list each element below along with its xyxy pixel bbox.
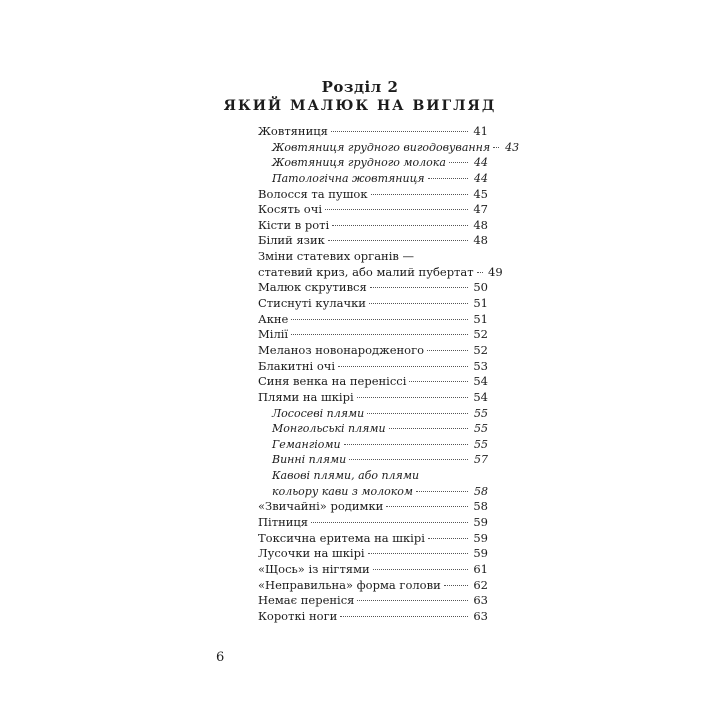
toc-entry-title: «Звичайні» родимки	[258, 499, 384, 514]
toc-entry-title: Жовтяниця грудного вигодовування	[272, 140, 491, 154]
table-of-contents	[258, 124, 520, 625]
toc-leader-dots	[416, 491, 468, 492]
toc-leader-dots	[311, 522, 468, 523]
toc-subentry	[258, 468, 488, 484]
toc-leader-dots	[477, 272, 483, 273]
toc-entry-page: 61	[473, 561, 488, 576]
toc-entry	[258, 264, 503, 281]
toc-entry-title: Винні плями	[272, 453, 347, 467]
toc-leader-dots	[325, 209, 468, 210]
toc-entry-title: Токсична еритема на шкірі	[258, 530, 425, 545]
toc-entry-page: 52	[473, 342, 488, 357]
toc-entry-page: 63	[473, 608, 488, 623]
toc-leader-dots	[357, 397, 468, 398]
toc-entry-title: Лососеві плями	[272, 406, 365, 420]
toc-entry	[258, 280, 488, 296]
toc-entry	[258, 327, 488, 343]
chapter-title: ЯКИЙ МАЛЮК НА ВИГЛЯД	[223, 98, 497, 114]
toc-entry	[258, 233, 488, 249]
toc-entry-title: Патологічна жовтяниця	[272, 171, 425, 185]
toc-entry-title: Немає переніся	[258, 593, 355, 608]
toc-subentry	[258, 406, 488, 422]
toc-entry-title: Короткі ноги	[258, 608, 338, 623]
page-number: 6	[216, 650, 225, 665]
toc-entry-title: Стиснуті кулачки	[258, 296, 366, 311]
toc-entry-page: 45	[473, 186, 488, 201]
toc-entry	[258, 546, 488, 562]
toc-entry-page: 47	[473, 202, 488, 217]
toc-leader-dots	[371, 194, 468, 195]
toc-entry-title: Блакитні очі	[258, 358, 336, 373]
toc-entry-title: Кавові плями, або плями	[272, 469, 420, 483]
toc-entry-page: 51	[473, 296, 488, 311]
toc-entry	[258, 296, 488, 312]
toc-entry-title: Акне	[258, 311, 289, 326]
toc-entry	[258, 343, 488, 359]
toc-entry-title: Гемангіоми	[272, 437, 341, 451]
toc-entry-page: 55	[474, 437, 488, 451]
toc-leader-dots	[349, 459, 468, 460]
toc-entry-title: Малюк скрутився	[258, 280, 367, 295]
toc-entry-page: 48	[473, 217, 488, 232]
toc-leader-dots	[386, 506, 468, 507]
toc-entry-title: Жовтяниця грудного молока	[272, 156, 446, 170]
toc-entry-title: Монгольські плями	[272, 422, 386, 436]
toc-entry-page: 58	[473, 499, 488, 514]
toc-subentry	[258, 171, 488, 187]
toc-entry-title: Білий язик	[258, 233, 325, 248]
toc-entry-title: Кісти в роті	[258, 217, 330, 232]
toc-leader-dots	[409, 381, 468, 382]
toc-leader-dots	[368, 553, 468, 554]
toc-entry	[258, 531, 488, 547]
toc-entry	[258, 593, 488, 609]
toc-entry-title: Зміни статевих органів —	[258, 249, 415, 264]
toc-entry-page: 54	[473, 389, 488, 404]
toc-entry-page: 50	[473, 280, 488, 295]
toc-entry-title: Плями на шкірі	[258, 389, 354, 404]
toc-leader-dots	[340, 616, 468, 617]
toc-entry-title: «Неправильна» форма голови	[258, 577, 441, 592]
toc-entry-page: 62	[473, 577, 488, 592]
toc-leader-dots	[370, 287, 468, 288]
toc-entry-page: 59	[473, 530, 488, 545]
toc-leader-dots	[338, 366, 468, 367]
toc-entry-page: 54	[473, 374, 488, 389]
toc-entry-title: Волосся та пушок	[258, 186, 368, 201]
toc-entry	[258, 312, 488, 328]
toc-entry-title: Пітниця	[258, 515, 309, 530]
toc-entry-page: 52	[473, 327, 488, 342]
toc-entry-page: 57	[474, 453, 488, 467]
toc-leader-dots	[428, 538, 468, 539]
toc-entry-page: 55	[474, 406, 488, 420]
toc-leader-dots	[291, 319, 468, 320]
toc-leader-dots	[357, 600, 468, 601]
toc-entry-title: «Щось» із нігтями	[258, 561, 370, 576]
toc-entry-page: 41	[473, 124, 488, 138]
toc-entry-page: 55	[474, 422, 488, 436]
toc-entry-page: 59	[473, 515, 488, 530]
toc-entry	[258, 359, 488, 375]
toc-entry	[258, 249, 488, 265]
toc-subentry	[258, 421, 488, 437]
toc-leader-dots	[427, 350, 468, 351]
toc-entry-title: Мілії	[258, 327, 289, 342]
toc-entry-page: 48	[473, 233, 488, 248]
toc-entry	[258, 187, 488, 203]
toc-subentry	[258, 484, 488, 500]
toc-subentry	[258, 452, 488, 468]
toc-leader-dots	[291, 334, 468, 335]
toc-entry	[258, 390, 488, 406]
toc-entry-page: 44	[474, 156, 488, 170]
toc-entry	[258, 218, 488, 234]
toc-entry	[258, 578, 488, 594]
toc-leader-dots	[389, 428, 468, 429]
toc-leader-dots	[369, 303, 468, 304]
toc-entry-title: Жовтяниця	[258, 124, 328, 138]
toc-entry	[258, 202, 488, 218]
toc-leader-dots	[332, 225, 468, 226]
toc-entry-title: Лусочки на шкірі	[258, 546, 365, 561]
toc-entry	[258, 374, 488, 390]
toc-leader-dots	[344, 444, 468, 445]
toc-entry	[258, 124, 488, 140]
toc-entry-title: Косять очі	[258, 202, 323, 217]
toc-entry	[258, 562, 488, 578]
toc-entry-page: 58	[474, 484, 488, 498]
toc-leader-dots	[444, 585, 468, 586]
toc-entry-page: 63	[473, 593, 488, 608]
toc-entry-page: 59	[473, 546, 488, 561]
toc-leader-dots	[449, 162, 468, 163]
toc-entry-title: кольору кави з молоком	[272, 484, 414, 498]
toc-entry-page: 53	[473, 358, 488, 373]
toc-entry	[258, 499, 488, 515]
toc-entry	[258, 515, 488, 531]
toc-leader-dots	[493, 147, 499, 148]
toc-leader-dots	[428, 178, 468, 179]
toc-leader-dots	[373, 569, 468, 570]
toc-subentry	[258, 155, 488, 171]
toc-entry-page: 51	[473, 311, 488, 326]
toc-entry-title: Синя венка на переніссі	[258, 374, 407, 389]
toc-entry-title: Меланоз новонародженого	[258, 342, 425, 357]
toc-entry-page: 44	[474, 171, 488, 185]
toc-leader-dots	[367, 413, 468, 414]
toc-leader-dots	[328, 240, 468, 241]
toc-entry-title: статевий криз, або малий пубертат	[258, 264, 474, 279]
toc-entry-page: 49	[488, 264, 503, 279]
toc-entry-page: 43	[505, 140, 520, 154]
toc-subentry	[258, 140, 520, 156]
chapter-label: Розділ 2	[321, 78, 399, 96]
toc-leader-dots	[331, 131, 468, 132]
toc-entry	[258, 609, 488, 625]
toc-subentry	[258, 437, 488, 453]
